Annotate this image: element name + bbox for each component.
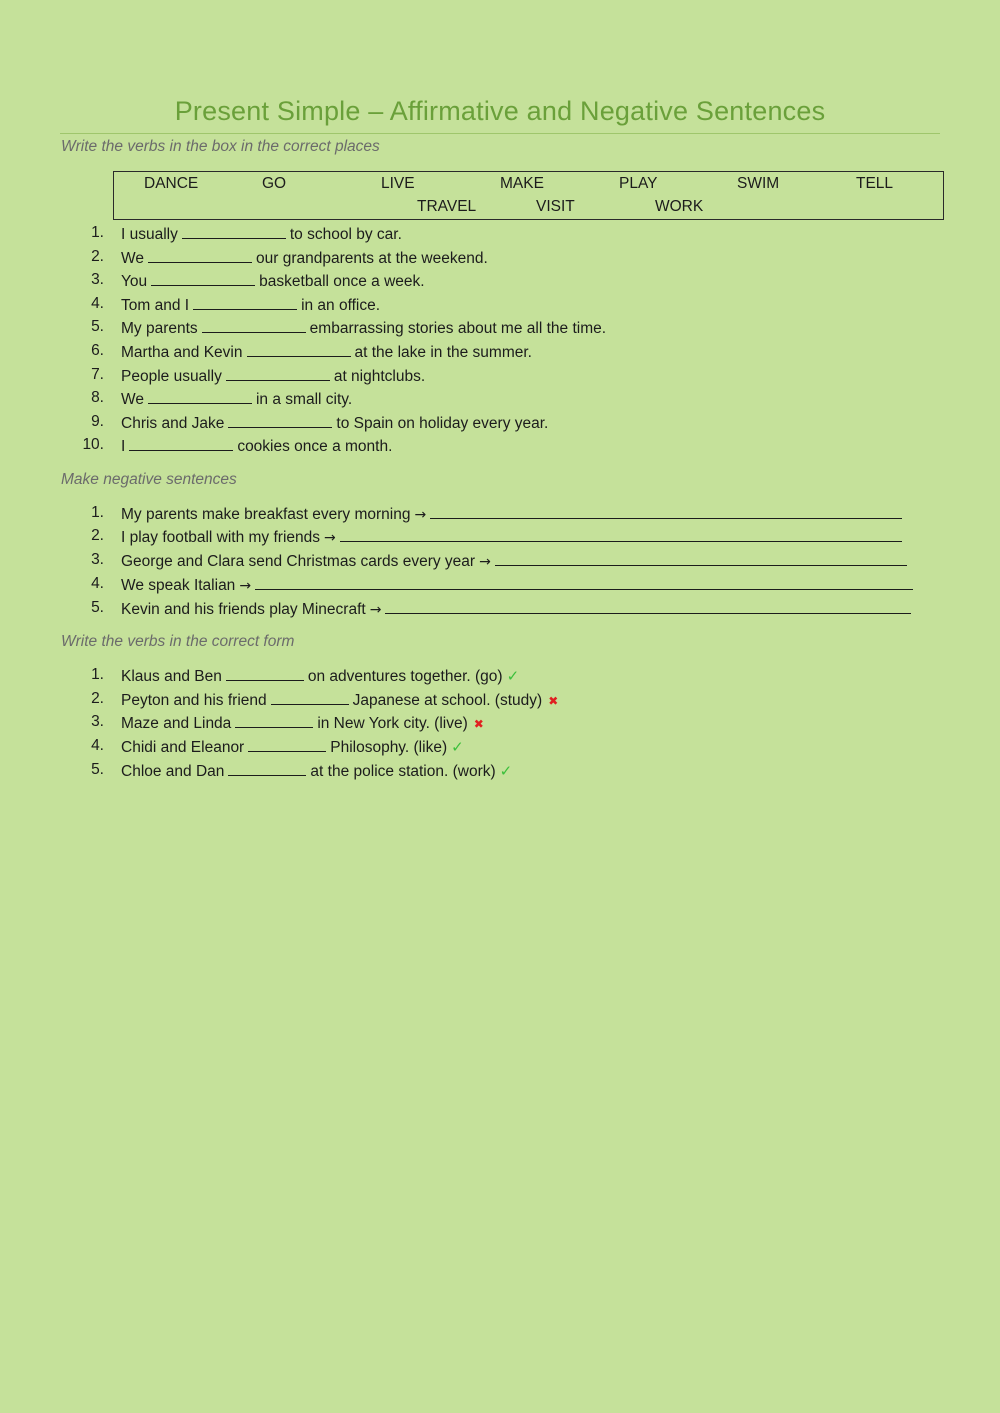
arrow-right-icon: → [479,554,491,570]
section1-instruction: Write the verbs in the box in the correct places [61,138,380,155]
answer-line[interactable] [340,527,902,542]
answer-line[interactable] [255,575,913,590]
item-text: in an office. [301,297,381,314]
section2-instruction: Make negative sentences [61,471,237,488]
answer-line[interactable] [495,551,907,566]
answer-blank[interactable] [193,295,297,310]
verb-swim: SWIM [737,175,780,192]
item-number: 1. [91,504,104,521]
answer-blank[interactable] [228,413,332,428]
verb-make: MAKE [500,175,544,192]
answer-blank[interactable] [271,690,349,705]
item-text: People usually [121,368,222,385]
item-text: at nightclubs. [333,368,426,385]
answer-blank[interactable] [202,318,306,333]
verb-go: GO [262,175,287,192]
answer-blank[interactable] [226,366,330,381]
item-number: 5. [91,318,104,335]
arrow-right-icon: → [239,578,252,594]
item-text: We [121,250,144,267]
answer-line[interactable] [385,599,911,614]
item-number: 7. [91,366,104,383]
answer-blank[interactable] [151,271,255,286]
item-number: 6. [91,342,104,359]
item-number: 2. [91,527,104,544]
verb-travel: TRAVEL [417,198,477,215]
answer-blank[interactable] [148,389,252,404]
answer-blank[interactable] [148,248,252,263]
item-text: embarrassing stories about me all the time. [309,320,607,337]
item-text: Kevin and his friends play Minecraft [121,601,366,618]
answer-blank[interactable] [226,666,304,681]
item-text: our grandparents at the weekend. [255,250,488,267]
item-text: Chris and Jake [121,415,225,432]
check-icon: ✓ [499,762,513,780]
item-text: We [121,391,144,408]
item-text: Klaus and Ben [121,668,222,685]
answer-blank[interactable] [228,761,306,776]
item-text: Japanese at school. (study) [352,692,543,709]
answer-blank[interactable] [235,713,313,728]
item-text: to Spain on holiday every year. [336,415,549,432]
item-text: We speak Italian [121,577,236,594]
cross-icon: ✖ [473,717,484,731]
item-number: 8. [91,389,104,406]
title-divider [60,133,940,134]
verb-tell: TELL [856,175,894,192]
answer-blank[interactable] [129,436,233,451]
answer-blank[interactable] [182,224,286,239]
item-number: 3. [91,713,104,730]
item-number: 5. [91,761,104,778]
item-text: Chidi and Eleanor [121,739,245,756]
check-icon: ✓ [451,738,464,756]
item-number: 2. [91,248,104,265]
item-text: in a small city. [255,391,353,408]
item-text: I [121,438,126,455]
item-text: Tom and I [121,297,190,314]
answer-blank[interactable] [247,342,351,357]
answer-blank[interactable] [248,737,326,752]
verb-live: LIVE [381,175,415,192]
item-text: I usually [121,226,178,243]
item-text: cookies once a month. [237,438,393,455]
verb-box [113,171,944,220]
item-text: in New York city. (live) [317,715,468,732]
item-text: to school by car. [289,226,402,243]
verb-dance: DANCE [144,175,199,192]
item-text: Peyton and his friend [121,692,267,709]
item-number: 3. [91,551,104,568]
arrow-right-icon: → [369,602,382,618]
item-text: Maze and Linda [121,715,232,732]
item-text: I play football with my friends [121,529,321,546]
item-number: 4. [91,737,104,754]
item-number: 9. [91,413,104,430]
item-number: 4. [91,575,104,592]
item-number: 3. [91,271,104,288]
verb-play: PLAY [619,175,658,192]
item-text: on adventures together. (go) [307,668,503,685]
item-text: My parents [121,320,198,337]
item-text: at the police station. (work) [310,763,496,780]
check-icon: ✓ [506,667,520,685]
section3-instruction: Write the verbs in the correct form [61,633,295,650]
answer-line[interactable] [430,504,902,519]
item-text: My parents make breakfast every morning [121,506,411,523]
cross-icon: ✖ [548,694,559,708]
item-number: 2. [91,690,104,707]
item-text: basketball once a week. [259,273,425,290]
verb-work: WORK [655,198,704,215]
item-text: at the lake in the summer. [354,344,532,361]
arrow-right-icon: → [324,530,336,546]
item-text: Chloe and Dan [121,763,225,780]
item-number: 1. [91,666,104,683]
item-number: 5. [91,599,104,616]
arrow-right-icon: → [414,507,427,523]
item-text: You [121,273,148,290]
item-number: 10. [82,436,104,453]
item-text: Martha and Kevin [121,344,243,361]
page-title: Present Simple – Affirmative and Negative Sentences [174,96,826,126]
item-text: George and Clara send Christmas cards every year [121,553,476,570]
item-number: 4. [91,295,104,312]
item-text: Philosophy. (like) [330,739,448,756]
item-number: 1. [91,224,104,241]
verb-visit: VISIT [536,198,575,215]
